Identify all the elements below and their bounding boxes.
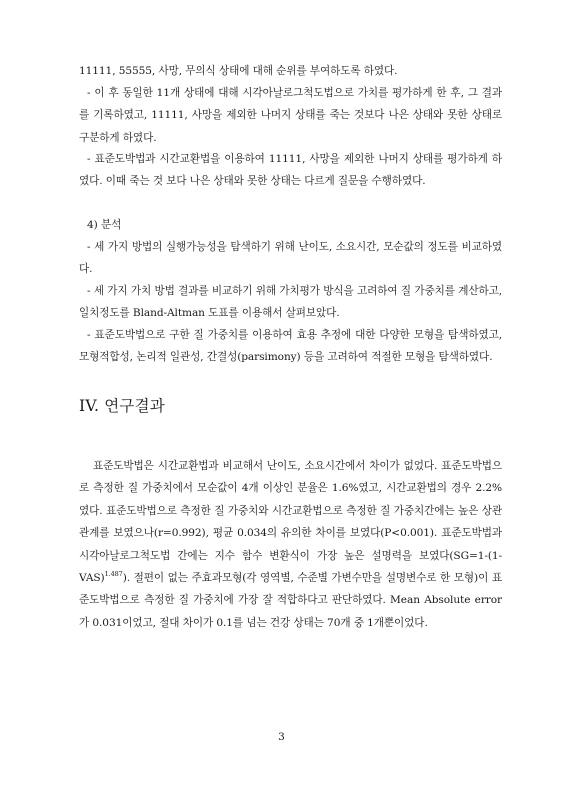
paragraph-feasibility: - 세 가지 방법의 실행가능성을 탐색하기 위해 난이도, 소요시간, 모순값의 정도를 비교하였다.	[79, 241, 502, 276]
subsection-analysis-title: 4) 분석	[87, 219, 122, 231]
paragraph-results	[79, 455, 502, 634]
results-exponent: 1.487	[104, 570, 123, 579]
results-text-rest: ). 절편이 없는 주효과모형(각 영역별, 수준별 가변수만을 설명변수로 한 모형)이 표준도박법으로 측정한 질 가중치에 가장 잘 적합하다고 판단하였다. Mean Absolute error가 0.031이었고, 절대 차이가 0.1를 넘는 건강 상태는 70개 중 1개뿐이었다.	[79, 572, 502, 629]
paragraph-model-exploration: - 표준도박법으로 구한 질 가중치를 이용하여 효용 추정에 대한 다양한 모형을 탐색하였고, 모형적합성, 논리적 일관성, 간결성(parsimony) 등을 고려하여 적절한 모형을 탐색하였다.	[79, 329, 502, 364]
section-heading-results: IV. 연구결과	[79, 397, 165, 415]
page-number: 3	[278, 731, 285, 743]
paragraph-sg-tto-method: - 표준도박법과 시간교환법을 이용하여 11111, 사망을 제외한 나머지 상태를 평가하게 하였다. 이때 죽는 것 보다 나은 상태와 못한 상태는 다르게 질문을 수행하였다.	[79, 153, 502, 188]
results-text-main: 표준도박법은 시간교환법과 비교해서 난이도, 소요시간에서 차이가 없었다. 표준도박법으로 측정한 질 가중치에서 모순값이 4개 이상인 분율은 1.6%였고, 시간교환법의 경우 2.2%였다. 표준도박법으로 측정한 질 가중치와 시간교환법으로 측정한 질 가중치간에는 높은 상관관계를 보였으나(r=0.992), 평균 0.034의 유의한 차이를 보였다(P<0.001). 표준도박법과 시각아날로그척도법 간에는 지수 함수 변환식이 가장 높은 설명력을 보였다(SG=1-(1-VAS)	[79, 460, 502, 585]
paragraph-bland-altman: - 세 가지 가치 방법 결과를 비교하기 위해 가치평가 방식을 고려하여 질 가중치를 계산하고, 일치정도를 Bland-Altman 도표를 이용해서 살펴보았다.	[79, 285, 502, 320]
paragraph-ranking: 11111, 55555, 사망, 무의식 상태에 대해 순위를 부여하도록 하였다.	[79, 65, 398, 77]
paragraph-vas-method: - 이 후 동일한 11개 상태에 대해 시각아날로그척도법으로 가치를 평가하게 한 후, 그 결과를 기록하였고, 11111, 사망을 제외한 나머지 상태를 죽는 것보다 나은 상태와 못한 상태로 구분하게 하였다.	[79, 87, 502, 144]
